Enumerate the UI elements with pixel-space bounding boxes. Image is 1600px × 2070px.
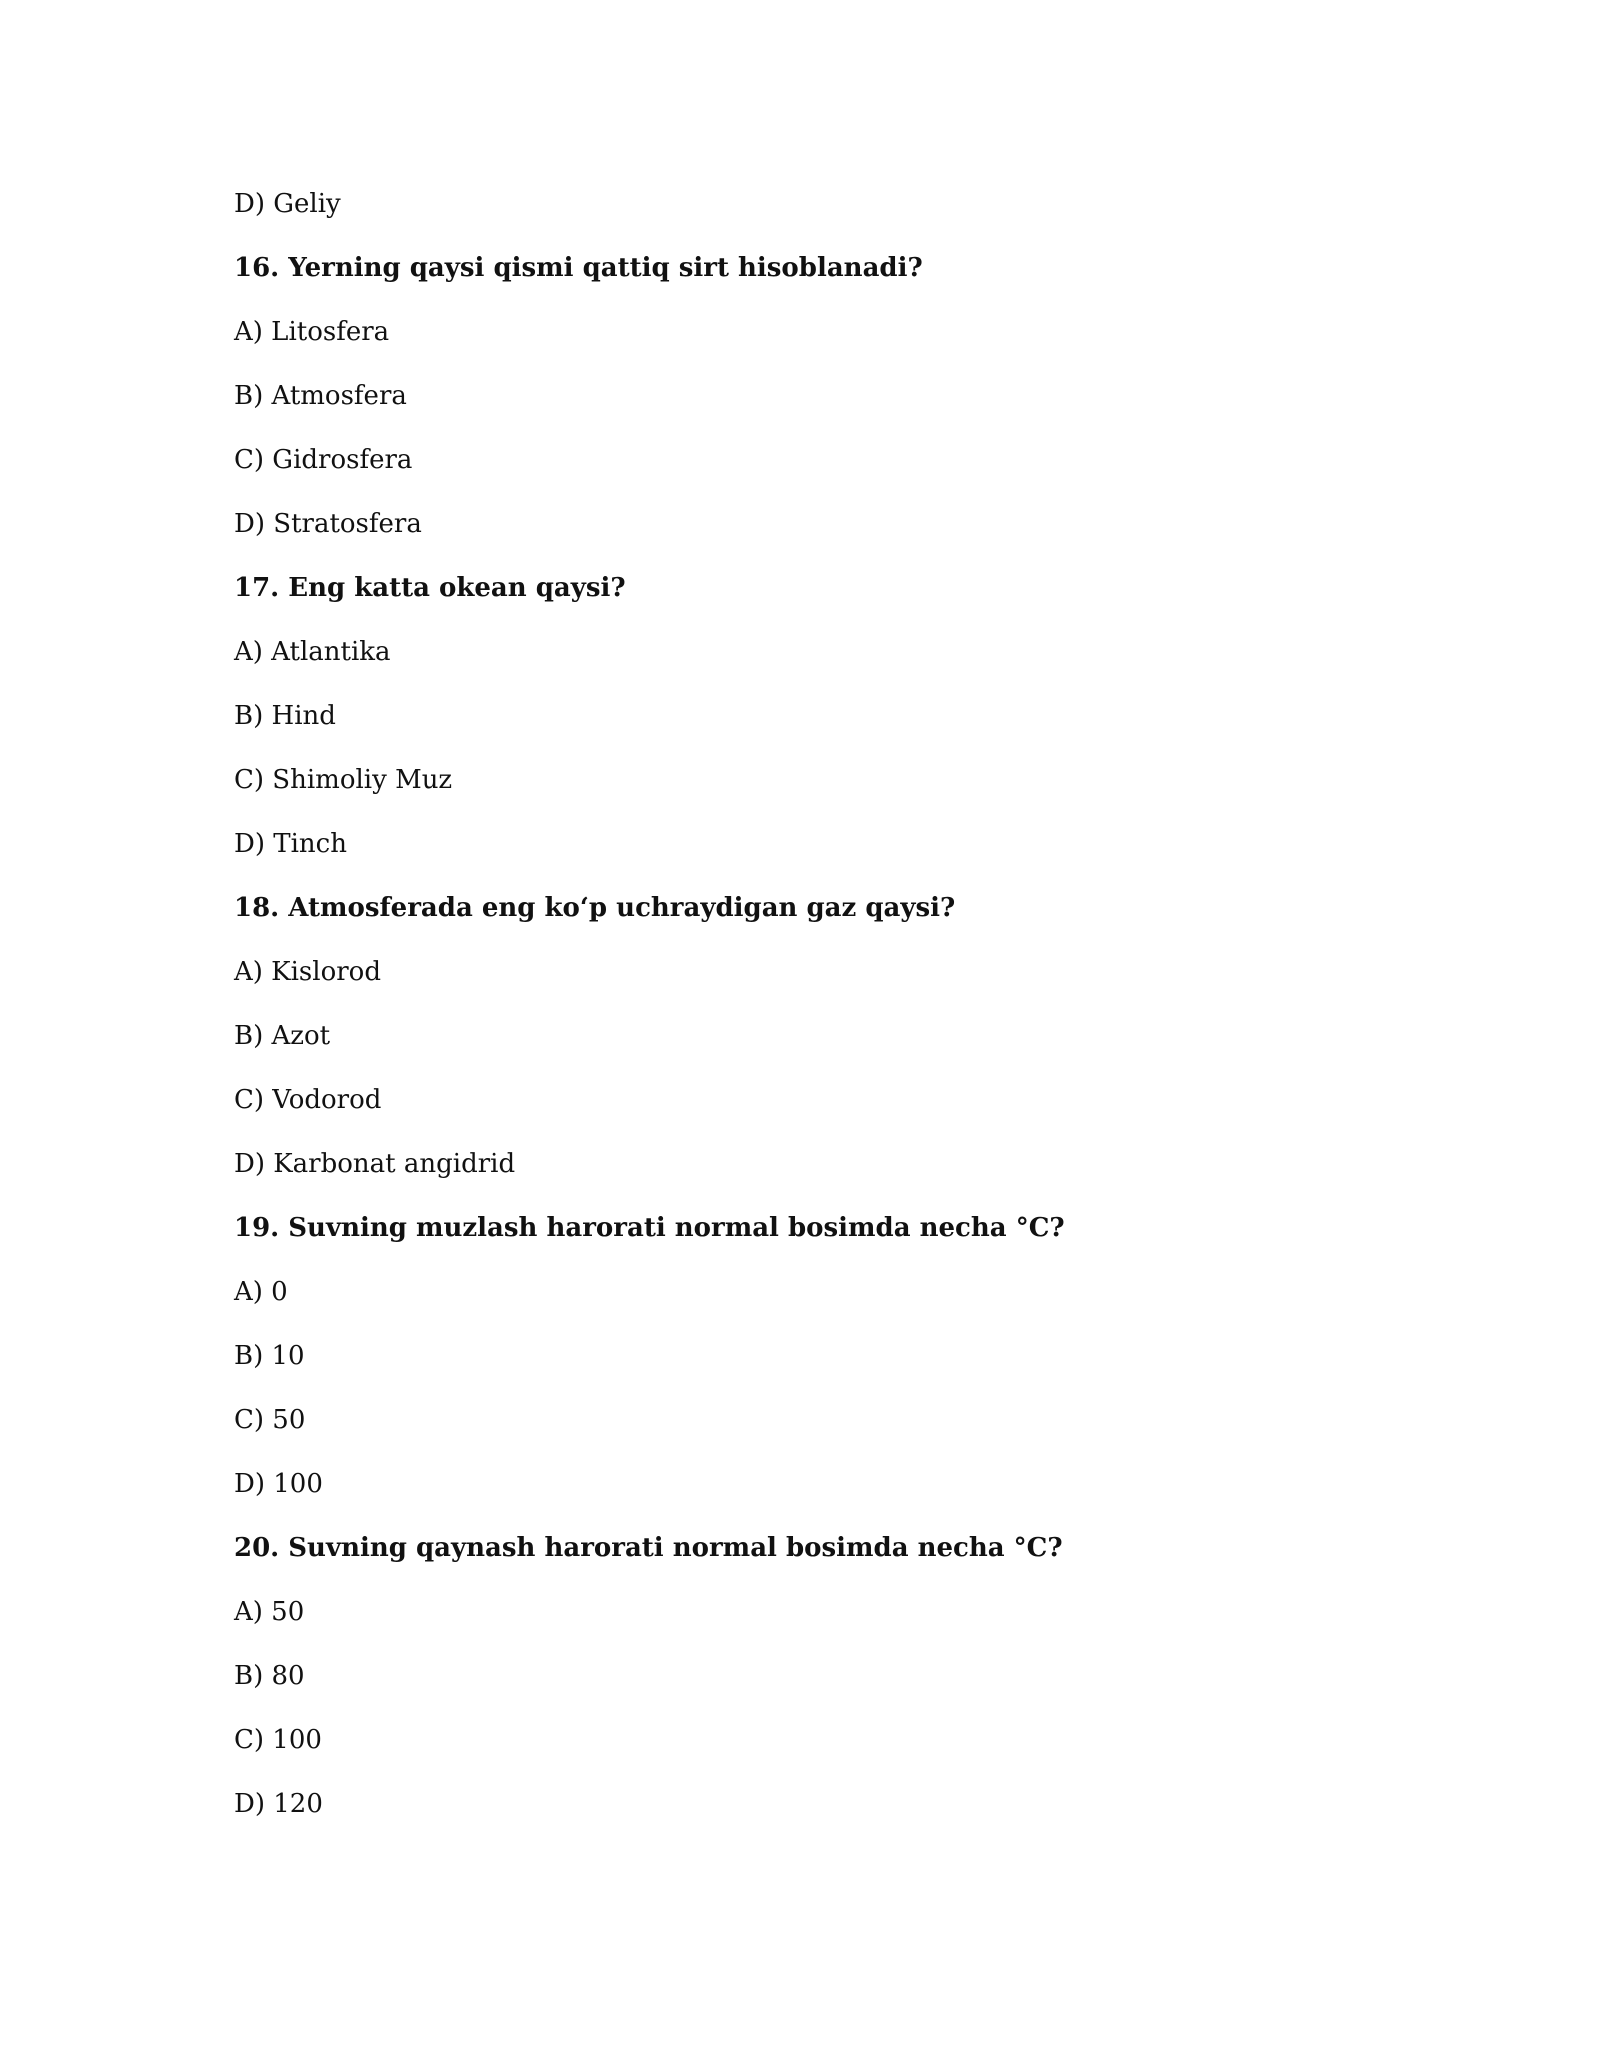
question-18-option-a: A) Kislorod bbox=[234, 957, 381, 987]
question-18-text: 18. Atmosferada eng ko‘p uchraydigan gaz qaysi? bbox=[234, 893, 956, 923]
question-17-option-a: A) Atlantika bbox=[234, 637, 391, 667]
question-19-option-c: C) 50 bbox=[234, 1405, 306, 1435]
question-16-text: 16. Yerning qaysi qismi qattiq sirt hisoblanadi? bbox=[234, 253, 923, 283]
question-19-option-a: A) 0 bbox=[234, 1277, 288, 1307]
question-16-option-c: C) Gidrosfera bbox=[234, 445, 413, 475]
question-20-option-b: B) 80 bbox=[234, 1661, 305, 1691]
question-19-text: 19. Suvning muzlash harorati normal bosimda necha °C? bbox=[234, 1213, 1065, 1243]
question-20-option-d: D) 120 bbox=[234, 1789, 323, 1819]
question-18-option-c: C) Vodorod bbox=[234, 1085, 382, 1115]
question-16-option-b: B) Atmosfera bbox=[234, 381, 407, 411]
question-20-text: 20. Suvning qaynash harorati normal bosimda necha °C? bbox=[234, 1533, 1063, 1563]
question-19-option-d: D) 100 bbox=[234, 1469, 323, 1499]
question-18-option-b: B) Azot bbox=[234, 1021, 331, 1051]
question-19-option-b: B) 10 bbox=[234, 1341, 305, 1371]
quiz-content bbox=[234, 181, 1364, 1845]
question-20-option-a: A) 50 bbox=[234, 1597, 305, 1627]
question-16-option-a: A) Litosfera bbox=[234, 317, 390, 347]
question-17-option-c: C) Shimoliy Muz bbox=[234, 765, 453, 795]
question-17-text: 17. Eng katta okean qaysi? bbox=[234, 573, 626, 603]
option-text: D) Geliy bbox=[234, 189, 341, 219]
question-17-option-d: D) Tinch bbox=[234, 829, 347, 859]
question-16-option-d: D) Stratosfera bbox=[234, 509, 422, 539]
question-17-option-b: B) Hind bbox=[234, 701, 336, 731]
question-18-option-d: D) Karbonat angidrid bbox=[234, 1149, 516, 1179]
question-20-option-c: C) 100 bbox=[234, 1725, 322, 1755]
